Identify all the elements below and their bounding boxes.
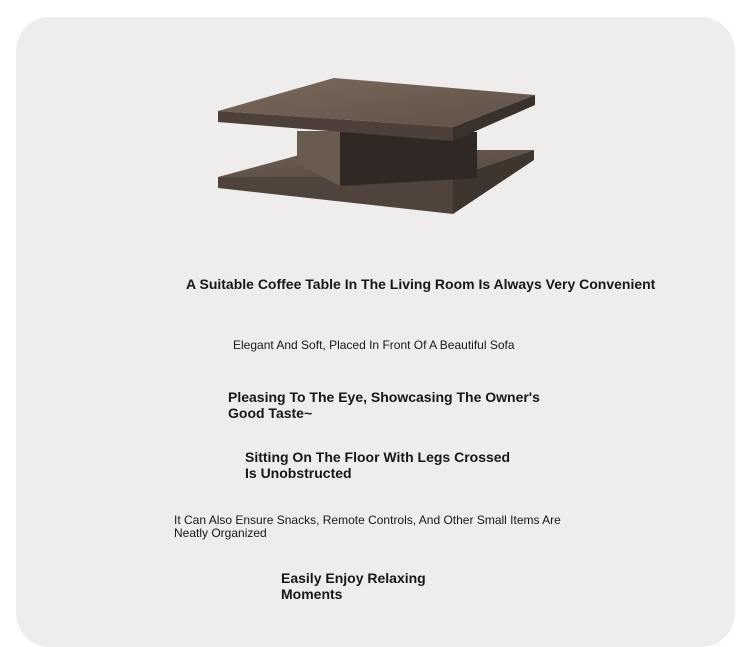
coffee-table-image <box>0 0 750 230</box>
center-support-dark <box>340 132 477 186</box>
headline: A Suitable Coffee Table In The Living Room Is Always Very Convenient <box>186 276 656 292</box>
copy-line-3: Pleasing To The Eye, Showcasing The Owner's Good Taste~ <box>228 389 540 422</box>
copy-line-4: Sitting On The Floor With Legs Crossed Is Unobstructed <box>245 449 511 482</box>
copy-line-6: Easily Enjoy Relaxing Moments <box>281 570 426 603</box>
copy-line-2: Elegant And Soft, Placed In Front Of A Beautiful Sofa <box>233 338 515 352</box>
copy-line-5: It Can Also Ensure Snacks, Remote Controls, And Other Small Items Are Neatly Organized <box>174 513 561 540</box>
